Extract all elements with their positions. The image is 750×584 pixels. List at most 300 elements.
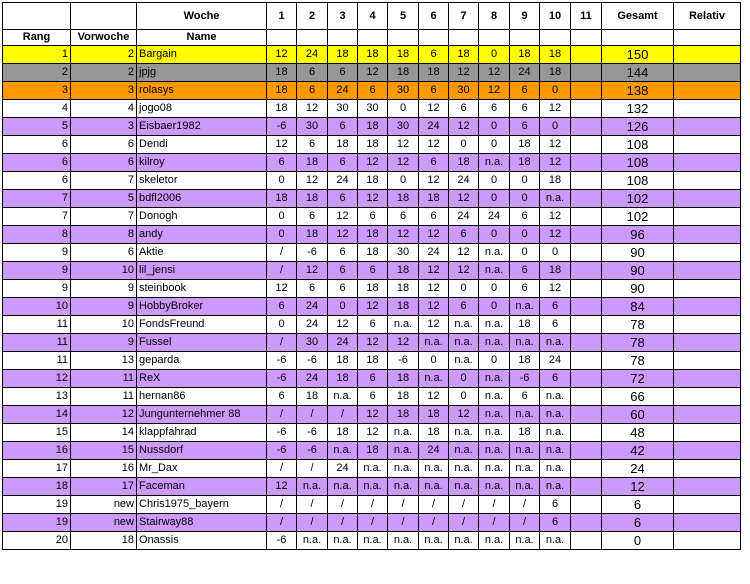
week-score-cell[interactable]: / <box>358 496 388 514</box>
week-score-cell[interactable]: 18 <box>358 172 388 190</box>
week-score-cell[interactable]: 0 <box>540 244 571 262</box>
week-score-cell[interactable]: / <box>449 496 479 514</box>
rang-cell[interactable]: 9 <box>3 244 71 262</box>
rang-cell[interactable]: 11 <box>3 316 71 334</box>
week-score-cell[interactable]: / <box>267 262 297 280</box>
week-score-cell[interactable]: n.a. <box>449 478 479 496</box>
week-score-cell[interactable]: 18 <box>419 406 449 424</box>
week-score-cell[interactable]: / <box>388 496 419 514</box>
vorwoche-cell[interactable]: new <box>71 514 137 532</box>
week-score-cell[interactable]: 6 <box>510 208 540 226</box>
gesamt-cell[interactable]: 102 <box>602 208 674 226</box>
gesamt-cell[interactable]: 108 <box>602 172 674 190</box>
week-score-cell[interactable]: n.a. <box>388 478 419 496</box>
week-score-cell[interactable]: 18 <box>297 388 328 406</box>
week-score-cell[interactable] <box>571 172 602 190</box>
gesamt-cell[interactable]: 102 <box>602 190 674 208</box>
week-score-cell[interactable]: -6 <box>388 352 419 370</box>
week-score-cell[interactable]: / <box>267 334 297 352</box>
week-score-cell[interactable] <box>571 46 602 64</box>
week-score-cell[interactable]: 12 <box>267 478 297 496</box>
relativ-cell[interactable] <box>674 514 741 532</box>
rang-cell[interactable]: 15 <box>3 424 71 442</box>
gesamt-cell[interactable]: 96 <box>602 226 674 244</box>
week-score-cell[interactable]: 18 <box>297 226 328 244</box>
vorwoche-cell[interactable]: 9 <box>71 334 137 352</box>
week-score-cell[interactable]: -6 <box>510 370 540 388</box>
week-score-cell[interactable]: 12 <box>419 298 449 316</box>
week-score-cell[interactable]: / <box>297 406 328 424</box>
week-score-cell[interactable]: -6 <box>267 532 297 550</box>
name-cell[interactable]: Aktie <box>137 244 267 262</box>
week-score-cell[interactable]: 18 <box>358 442 388 460</box>
week-score-cell[interactable]: 18 <box>328 352 358 370</box>
week-score-cell[interactable]: 0 <box>479 46 510 64</box>
vorwoche-cell[interactable]: 7 <box>71 208 137 226</box>
week-score-cell[interactable]: 6 <box>510 100 540 118</box>
name-cell[interactable]: ReX <box>137 370 267 388</box>
week-score-cell[interactable]: n.a. <box>479 424 510 442</box>
vorwoche-cell[interactable]: 6 <box>71 244 137 262</box>
week-score-cell[interactable]: 24 <box>297 46 328 64</box>
vorwoche-cell[interactable]: new <box>71 496 137 514</box>
week-score-cell[interactable]: n.a. <box>419 370 449 388</box>
name-cell[interactable]: FondsFreund <box>137 316 267 334</box>
name-cell[interactable]: klappfahrad <box>137 424 267 442</box>
gesamt-cell[interactable]: 90 <box>602 244 674 262</box>
week-score-cell[interactable]: 24 <box>297 370 328 388</box>
week-score-cell[interactable]: 12 <box>449 244 479 262</box>
week-score-cell[interactable]: n.a. <box>479 460 510 478</box>
week-score-cell[interactable]: / <box>267 406 297 424</box>
week-score-cell[interactable]: 0 <box>267 316 297 334</box>
relativ-cell[interactable] <box>674 64 741 82</box>
relativ-cell[interactable] <box>674 370 741 388</box>
week-score-cell[interactable] <box>571 262 602 280</box>
week-score-cell[interactable]: 6 <box>479 100 510 118</box>
week-score-cell[interactable]: / <box>267 244 297 262</box>
week-score-cell[interactable]: 18 <box>388 280 419 298</box>
week-score-cell[interactable]: n.a. <box>388 532 419 550</box>
week-score-cell[interactable]: -6 <box>297 424 328 442</box>
week-score-cell[interactable]: n.a. <box>328 532 358 550</box>
week-score-cell[interactable]: 6 <box>510 118 540 136</box>
name-cell[interactable]: Stairway88 <box>137 514 267 532</box>
gesamt-cell[interactable]: 144 <box>602 64 674 82</box>
week-score-cell[interactable]: n.a. <box>510 406 540 424</box>
rang-cell[interactable]: 9 <box>3 262 71 280</box>
week-score-cell[interactable]: n.a. <box>479 478 510 496</box>
week-score-cell[interactable]: 18 <box>297 154 328 172</box>
week-score-cell[interactable]: 24 <box>419 442 449 460</box>
relativ-cell[interactable] <box>674 172 741 190</box>
week-score-cell[interactable]: 30 <box>328 100 358 118</box>
week-score-cell[interactable]: 0 <box>479 190 510 208</box>
week-score-cell[interactable]: -6 <box>267 442 297 460</box>
week-score-cell[interactable]: n.a. <box>297 478 328 496</box>
week-score-cell[interactable]: 12 <box>267 280 297 298</box>
week-score-cell[interactable]: 6 <box>419 154 449 172</box>
week-score-cell[interactable]: 18 <box>358 46 388 64</box>
week-score-cell[interactable]: 30 <box>449 82 479 100</box>
week-score-cell[interactable]: 6 <box>358 316 388 334</box>
week-score-cell[interactable]: 12 <box>419 280 449 298</box>
rang-cell[interactable]: 19 <box>3 496 71 514</box>
name-cell[interactable]: rolasys <box>137 82 267 100</box>
week-score-cell[interactable]: n.a. <box>419 460 449 478</box>
week-score-cell[interactable]: 24 <box>510 64 540 82</box>
week-score-cell[interactable]: 18 <box>328 370 358 388</box>
rang-cell[interactable]: 10 <box>3 298 71 316</box>
relativ-cell[interactable] <box>674 406 741 424</box>
week-score-cell[interactable]: 18 <box>358 280 388 298</box>
week-score-cell[interactable]: 18 <box>510 154 540 172</box>
week-score-cell[interactable] <box>571 496 602 514</box>
week-score-cell[interactable]: 18 <box>510 136 540 154</box>
week-score-cell[interactable]: n.a. <box>479 334 510 352</box>
week-score-cell[interactable]: 12 <box>419 388 449 406</box>
name-cell[interactable]: Jungunternehmer 88 <box>137 406 267 424</box>
rang-cell[interactable]: 2 <box>3 64 71 82</box>
rang-cell[interactable]: 14 <box>3 406 71 424</box>
week-score-cell[interactable]: 0 <box>479 298 510 316</box>
week-score-cell[interactable]: 12 <box>449 262 479 280</box>
week-score-cell[interactable]: 12 <box>479 64 510 82</box>
week-score-cell[interactable]: -6 <box>267 424 297 442</box>
vorwoche-cell[interactable]: 14 <box>71 424 137 442</box>
name-cell[interactable]: Chris1975_bayern <box>137 496 267 514</box>
gesamt-cell[interactable]: 84 <box>602 298 674 316</box>
week-score-cell[interactable]: 18 <box>419 64 449 82</box>
week-score-cell[interactable]: 0 <box>449 370 479 388</box>
week-score-cell[interactable]: 12 <box>449 190 479 208</box>
week-score-cell[interactable]: 6 <box>297 82 328 100</box>
vorwoche-cell[interactable]: 11 <box>71 388 137 406</box>
week-score-cell[interactable]: / <box>328 406 358 424</box>
vorwoche-cell[interactable]: 3 <box>71 82 137 100</box>
week-score-cell[interactable]: n.a. <box>510 298 540 316</box>
week-score-cell[interactable]: n.a. <box>449 442 479 460</box>
week-score-cell[interactable]: 0 <box>449 136 479 154</box>
relativ-cell[interactable] <box>674 496 741 514</box>
week-score-cell[interactable] <box>571 244 602 262</box>
week-score-cell[interactable]: 12 <box>297 100 328 118</box>
name-cell[interactable]: kilroy <box>137 154 267 172</box>
week-score-cell[interactable]: 6 <box>419 46 449 64</box>
week-score-cell[interactable]: 18 <box>388 370 419 388</box>
week-score-cell[interactable]: n.a. <box>449 460 479 478</box>
week-score-cell[interactable]: n.a. <box>510 460 540 478</box>
relativ-cell[interactable] <box>674 316 741 334</box>
week-score-cell[interactable]: 6 <box>540 496 571 514</box>
week-score-cell[interactable]: 12 <box>388 154 419 172</box>
week-score-cell[interactable]: 0 <box>479 118 510 136</box>
week-score-cell[interactable]: 0 <box>388 172 419 190</box>
gesamt-cell[interactable]: 66 <box>602 388 674 406</box>
week-score-cell[interactable]: 18 <box>358 118 388 136</box>
week-score-cell[interactable]: 6 <box>419 208 449 226</box>
week-score-cell[interactable]: 0 <box>267 172 297 190</box>
week-score-cell[interactable]: 12 <box>358 298 388 316</box>
relativ-cell[interactable] <box>674 118 741 136</box>
week-score-cell[interactable]: 0 <box>510 226 540 244</box>
week-score-cell[interactable]: 24 <box>449 208 479 226</box>
week-score-cell[interactable]: 6 <box>358 370 388 388</box>
gesamt-cell[interactable]: 132 <box>602 100 674 118</box>
week-score-cell[interactable]: 6 <box>297 136 328 154</box>
week-score-cell[interactable]: 6 <box>328 64 358 82</box>
name-cell[interactable]: Eisbaer1982 <box>137 118 267 136</box>
week-score-cell[interactable]: 12 <box>540 100 571 118</box>
name-cell[interactable]: Mr_Dax <box>137 460 267 478</box>
relativ-cell[interactable] <box>674 478 741 496</box>
rang-cell[interactable]: 6 <box>3 136 71 154</box>
week-score-cell[interactable] <box>571 82 602 100</box>
week-score-cell[interactable]: -6 <box>267 352 297 370</box>
rang-cell[interactable]: 19 <box>3 514 71 532</box>
name-cell[interactable]: Nussdorf <box>137 442 267 460</box>
week-score-cell[interactable]: n.a. <box>540 478 571 496</box>
week-score-cell[interactable]: 6 <box>358 388 388 406</box>
name-cell[interactable]: bdfl2006 <box>137 190 267 208</box>
week-score-cell[interactable] <box>571 388 602 406</box>
vorwoche-cell[interactable]: 17 <box>71 478 137 496</box>
name-cell[interactable]: Onassis <box>137 532 267 550</box>
rang-cell[interactable]: 18 <box>3 478 71 496</box>
week-score-cell[interactable]: n.a. <box>449 352 479 370</box>
week-score-cell[interactable] <box>571 442 602 460</box>
week-score-cell[interactable]: n.a. <box>449 316 479 334</box>
name-cell[interactable]: hernan86 <box>137 388 267 406</box>
relativ-cell[interactable] <box>674 424 741 442</box>
week-score-cell[interactable]: 24 <box>297 316 328 334</box>
week-score-cell[interactable] <box>571 514 602 532</box>
rang-cell[interactable]: 11 <box>3 352 71 370</box>
week-score-cell[interactable]: n.a. <box>479 154 510 172</box>
week-score-cell[interactable]: 12 <box>449 64 479 82</box>
relativ-cell[interactable] <box>674 280 741 298</box>
week-score-cell[interactable]: 6 <box>267 298 297 316</box>
week-score-cell[interactable]: 0 <box>388 100 419 118</box>
name-cell[interactable]: Bargain <box>137 46 267 64</box>
week-score-cell[interactable]: 18 <box>510 46 540 64</box>
vorwoche-cell[interactable]: 15 <box>71 442 137 460</box>
gesamt-cell[interactable]: 6 <box>602 496 674 514</box>
vorwoche-cell[interactable]: 7 <box>71 172 137 190</box>
week-score-cell[interactable]: 30 <box>358 100 388 118</box>
gesamt-cell[interactable]: 48 <box>602 424 674 442</box>
week-score-cell[interactable]: 12 <box>419 316 449 334</box>
week-score-cell[interactable]: n.a. <box>540 406 571 424</box>
week-score-cell[interactable]: 30 <box>297 118 328 136</box>
week-score-cell[interactable]: 6 <box>328 244 358 262</box>
rang-cell[interactable]: 6 <box>3 172 71 190</box>
relativ-cell[interactable] <box>674 244 741 262</box>
week-score-cell[interactable]: n.a. <box>479 316 510 334</box>
week-score-cell[interactable]: / <box>419 514 449 532</box>
week-score-cell[interactable] <box>571 154 602 172</box>
week-score-cell[interactable]: 18 <box>388 46 419 64</box>
week-score-cell[interactable]: n.a. <box>388 316 419 334</box>
week-score-cell[interactable]: / <box>510 496 540 514</box>
rang-cell[interactable]: 4 <box>3 100 71 118</box>
week-score-cell[interactable]: n.a. <box>479 406 510 424</box>
week-score-cell[interactable]: 24 <box>328 334 358 352</box>
week-score-cell[interactable]: 18 <box>267 190 297 208</box>
week-score-cell[interactable]: 18 <box>540 262 571 280</box>
relativ-cell[interactable] <box>674 442 741 460</box>
week-score-cell[interactable]: / <box>267 496 297 514</box>
week-score-cell[interactable]: 18 <box>388 64 419 82</box>
week-score-cell[interactable]: 12 <box>449 406 479 424</box>
week-score-cell[interactable]: 12 <box>358 406 388 424</box>
name-cell[interactable]: Donogh <box>137 208 267 226</box>
rang-cell[interactable]: 7 <box>3 190 71 208</box>
week-score-cell[interactable]: n.a. <box>479 388 510 406</box>
rang-cell[interactable]: 20 <box>3 532 71 550</box>
week-score-cell[interactable]: 6 <box>540 298 571 316</box>
week-score-cell[interactable]: 6 <box>328 118 358 136</box>
week-score-cell[interactable]: 24 <box>297 298 328 316</box>
gesamt-cell[interactable]: 60 <box>602 406 674 424</box>
week-score-cell[interactable]: 12 <box>419 172 449 190</box>
week-score-cell[interactable]: n.a. <box>388 460 419 478</box>
week-score-cell[interactable]: 24 <box>328 172 358 190</box>
week-score-cell[interactable]: 6 <box>510 82 540 100</box>
week-score-cell[interactable]: 24 <box>479 208 510 226</box>
week-score-cell[interactable] <box>571 64 602 82</box>
week-score-cell[interactable]: 12 <box>449 118 479 136</box>
week-score-cell[interactable]: n.a. <box>449 424 479 442</box>
week-score-cell[interactable]: 18 <box>510 352 540 370</box>
week-score-cell[interactable]: / <box>267 514 297 532</box>
week-score-cell[interactable]: 12 <box>358 154 388 172</box>
vorwoche-cell[interactable]: 5 <box>71 190 137 208</box>
name-cell[interactable]: Faceman <box>137 478 267 496</box>
week-score-cell[interactable] <box>571 532 602 550</box>
week-score-cell[interactable]: / <box>297 514 328 532</box>
relativ-cell[interactable] <box>674 532 741 550</box>
week-score-cell[interactable]: 0 <box>479 136 510 154</box>
week-score-cell[interactable]: 30 <box>388 82 419 100</box>
week-score-cell[interactable]: 18 <box>510 424 540 442</box>
name-cell[interactable]: jogo08 <box>137 100 267 118</box>
vorwoche-cell[interactable]: 6 <box>71 136 137 154</box>
gesamt-cell[interactable]: 0 <box>602 532 674 550</box>
week-score-cell[interactable]: 0 <box>449 388 479 406</box>
week-score-cell[interactable]: n.a. <box>388 424 419 442</box>
week-score-cell[interactable]: 6 <box>328 154 358 172</box>
week-score-cell[interactable]: 0 <box>479 226 510 244</box>
relativ-cell[interactable] <box>674 352 741 370</box>
week-score-cell[interactable]: / <box>267 460 297 478</box>
gesamt-cell[interactable]: 42 <box>602 442 674 460</box>
name-cell[interactable]: steinbook <box>137 280 267 298</box>
gesamt-cell[interactable]: 108 <box>602 154 674 172</box>
gesamt-cell[interactable]: 72 <box>602 370 674 388</box>
week-score-cell[interactable]: / <box>328 514 358 532</box>
gesamt-cell[interactable]: 108 <box>602 136 674 154</box>
week-score-cell[interactable]: n.a. <box>510 442 540 460</box>
week-score-cell[interactable]: -6 <box>297 244 328 262</box>
week-score-cell[interactable] <box>571 478 602 496</box>
week-score-cell[interactable]: 12 <box>540 280 571 298</box>
week-score-cell[interactable]: 0 <box>540 82 571 100</box>
week-score-cell[interactable]: 18 <box>358 226 388 244</box>
week-score-cell[interactable]: 18 <box>358 136 388 154</box>
week-score-cell[interactable]: / <box>449 514 479 532</box>
week-score-cell[interactable]: 0 <box>449 280 479 298</box>
week-score-cell[interactable]: n.a. <box>540 424 571 442</box>
gesamt-cell[interactable]: 90 <box>602 280 674 298</box>
week-score-cell[interactable]: n.a. <box>540 532 571 550</box>
week-score-cell[interactable]: n.a. <box>540 388 571 406</box>
vorwoche-cell[interactable]: 6 <box>71 154 137 172</box>
relativ-cell[interactable] <box>674 190 741 208</box>
week-score-cell[interactable]: -6 <box>297 442 328 460</box>
week-score-cell[interactable]: 12 <box>419 226 449 244</box>
vorwoche-cell[interactable]: 16 <box>71 460 137 478</box>
week-score-cell[interactable]: 6 <box>328 280 358 298</box>
week-score-cell[interactable]: 6 <box>540 316 571 334</box>
week-score-cell[interactable]: 6 <box>297 280 328 298</box>
week-score-cell[interactable] <box>571 460 602 478</box>
week-score-cell[interactable]: 24 <box>449 172 479 190</box>
relativ-cell[interactable] <box>674 226 741 244</box>
vorwoche-cell[interactable]: 13 <box>71 352 137 370</box>
gesamt-cell[interactable]: 78 <box>602 334 674 352</box>
week-score-cell[interactable] <box>571 352 602 370</box>
week-score-cell[interactable]: 18 <box>419 424 449 442</box>
week-score-cell[interactable]: / <box>479 496 510 514</box>
week-score-cell[interactable]: 12 <box>419 100 449 118</box>
relativ-cell[interactable] <box>674 388 741 406</box>
week-score-cell[interactable]: 12 <box>267 46 297 64</box>
gesamt-cell[interactable]: 6 <box>602 514 674 532</box>
vorwoche-cell[interactable]: 9 <box>71 298 137 316</box>
gesamt-cell[interactable]: 12 <box>602 478 674 496</box>
week-score-cell[interactable]: 18 <box>388 190 419 208</box>
week-score-cell[interactable]: n.a. <box>479 370 510 388</box>
vorwoche-cell[interactable]: 2 <box>71 64 137 82</box>
week-score-cell[interactable]: n.a. <box>540 442 571 460</box>
week-score-cell[interactable]: 0 <box>419 352 449 370</box>
week-score-cell[interactable]: 6 <box>297 208 328 226</box>
week-score-cell[interactable]: 24 <box>419 118 449 136</box>
gesamt-cell[interactable]: 78 <box>602 352 674 370</box>
week-score-cell[interactable]: 18 <box>388 298 419 316</box>
week-score-cell[interactable]: n.a. <box>328 478 358 496</box>
vorwoche-cell[interactable]: 2 <box>71 46 137 64</box>
week-score-cell[interactable]: n.a. <box>479 532 510 550</box>
rang-cell[interactable]: 9 <box>3 280 71 298</box>
vorwoche-cell[interactable]: 10 <box>71 316 137 334</box>
week-score-cell[interactable]: n.a. <box>328 442 358 460</box>
week-score-cell[interactable]: 0 <box>510 244 540 262</box>
week-score-cell[interactable]: 24 <box>328 460 358 478</box>
week-score-cell[interactable]: 12 <box>388 226 419 244</box>
week-score-cell[interactable] <box>571 424 602 442</box>
gesamt-cell[interactable]: 150 <box>602 46 674 64</box>
gesamt-cell[interactable]: 78 <box>602 316 674 334</box>
week-score-cell[interactable]: 12 <box>388 136 419 154</box>
week-score-cell[interactable]: / <box>358 514 388 532</box>
week-score-cell[interactable] <box>571 406 602 424</box>
week-score-cell[interactable] <box>571 118 602 136</box>
name-cell[interactable]: geparda <box>137 352 267 370</box>
week-score-cell[interactable]: 18 <box>328 46 358 64</box>
vorwoche-cell[interactable]: 4 <box>71 100 137 118</box>
